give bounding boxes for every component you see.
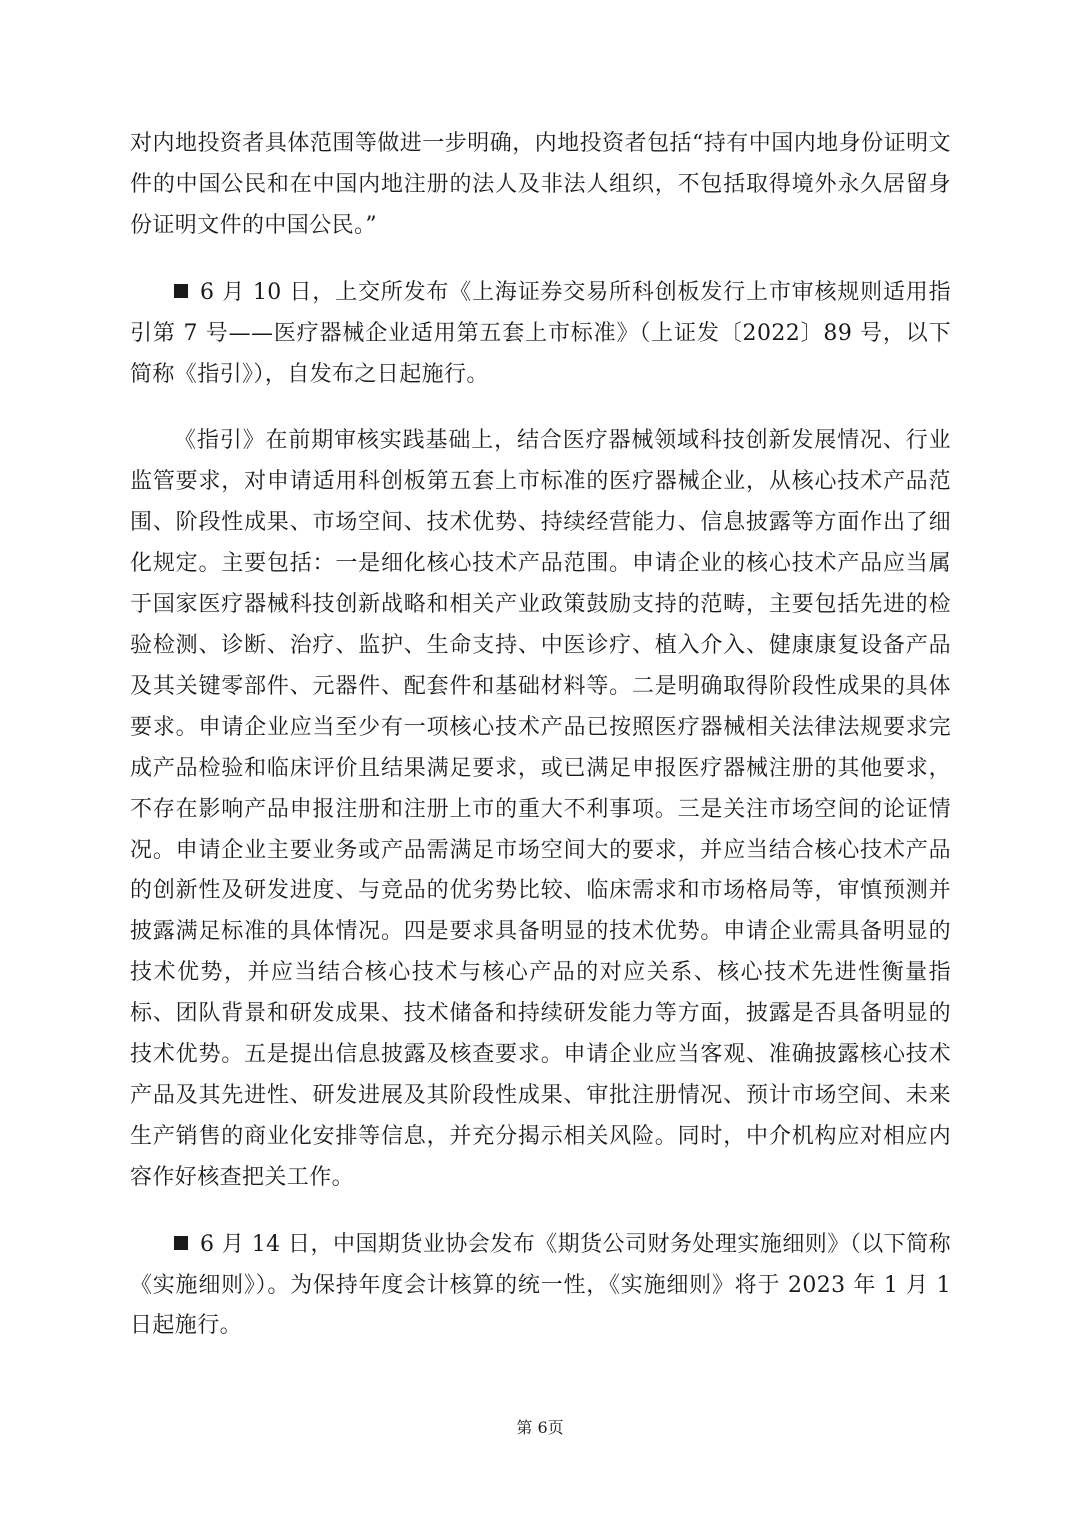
- paragraph-futures-association-announcement: [130, 1225, 951, 1348]
- paragraph-text: 对内地投资者具体范围等做进一步明确，内地投资者包括“持有中国内地身份证明文件的中国公民和在中国内地注册的法人及非法人组织，不包括取得境外永久居留身份证明文件的中国公民。”: [130, 131, 951, 238]
- paragraph-investor-scope: [130, 124, 951, 247]
- paragraph-text: 6 月 10 日，上交所发布《上海证券交易所科创板发行上市审核规则适用指引第 7 号——医疗器械企业适用第五套上市标准》（上证发〔2022〕89 号，以下简称《指引》），自发布之日起施行。: [130, 279, 951, 387]
- black-square-bullet-icon: [174, 284, 188, 298]
- document-body: [130, 124, 951, 1347]
- paragraph-text: 《指引》在前期审核实践基础上，结合医疗器械领域科技创新发展情况、行业监管要求，对申请适用科创板第五套上市标准的医疗器械企业，从核心技术产品范围、阶段性成果、市场空间、技术优势、持续经营能力、信息披露等方面作出了细化规定。主要包括：一是细化核心技术产品范围。申请企业的核心技术产品应当属于国家医疗器械科技创新战略和相关产业政策鼓励支持的范畴，主要包括先进的检验检测、诊断、治疗、监护、生命支持、中医诊疗、植入介入、健康康复设备产品及其关键零部件、元器件、配套件和基础材料等。二是明确取得阶段性成果的具体要求。申请企业应当至少有一项核心技术产品已按照医疗器械相关法律法规要求完成产品检验和临床评价且结果满足要求，或已满足申报医疗器械注册的其他要求，不存在影响产品申报注册和注册上市的重大不利事项。三是关注市场空间的论证情况。申请企业主要业务或产品需满足市场空间大的要求，并应当结合核心技术产品的创新性及研发进度、与竞品的优劣势比较、临床需求和市场格局等，审慎预测并披露满足标准的具体情况。四是要求具备明显的技术优势。申请企业需具备明显的技术优势，并应当结合核心技术与核心产品的对应关系、核心技术先进性衡量指标、团队背景和研发成果、技术储备和持续研发能力等方面，披露是否具备明显的技术优势。五是提出信息披露及核查要求。申请企业应当客观、准确披露核心技术产品及其先进性、研发进展及其阶段性成果、审批注册情况、预计市场空间、未来生产销售的商业化安排等信息，并充分揭示相关风险。同时，中介机构应对相应内容作好核查把关工作。: [130, 428, 951, 1190]
- page-number-footer: 第 6页: [516, 1418, 564, 1437]
- paragraph-guideline-details: [130, 421, 951, 1198]
- paragraph-sse-guideline-announcement: [130, 273, 951, 396]
- black-square-bullet-icon: [174, 1236, 188, 1250]
- paragraph-text: 6 月 14 日，中国期货业协会发布《期货公司财务处理实施细则》（以下简称《实施细则》）。为保持年度会计核算的统一性，《实施细则》将于 2023 年 1 月 1 日起施行。: [130, 1231, 951, 1339]
